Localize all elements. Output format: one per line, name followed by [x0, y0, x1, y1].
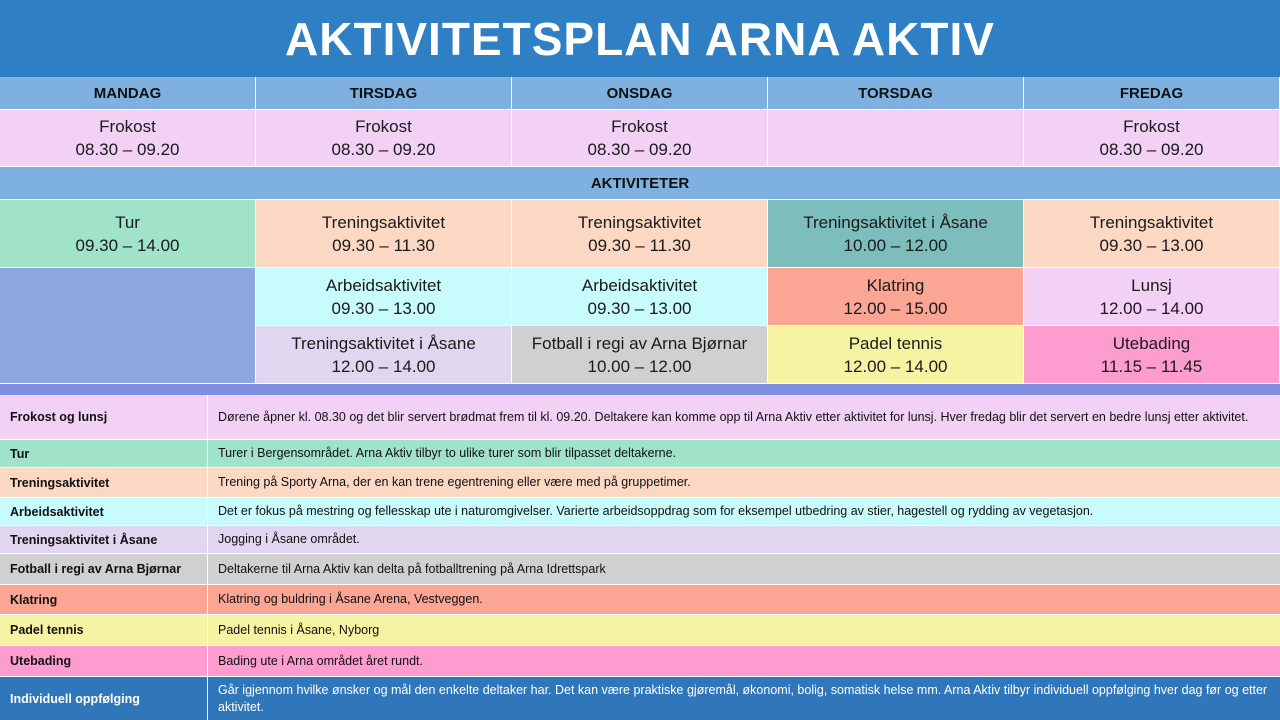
activity-name: Arbeidsaktivitet [325, 275, 442, 295]
activity-cell-friday-1 [1024, 200, 1280, 268]
activity-time: 11.15 – 11.45 [1100, 356, 1203, 376]
legend-key: Frokost og lunsj [0, 395, 208, 439]
activity-name: Fotball i regi av Arna Bjørnar [531, 333, 748, 353]
legend-key: Klatring [0, 585, 208, 614]
activity-name: Tur [115, 212, 140, 232]
section-divider [0, 384, 1280, 395]
legend-description: Trening på Sporty Arna, der en kan trene egentrening eller være med på gruppetimer. [218, 475, 691, 489]
legend-key: Fotball i regi av Arna Bjørnar [0, 554, 208, 584]
breakfast-cell-thursday-empty [768, 110, 1024, 167]
activity-time: 08.30 – 09.20 [1099, 140, 1204, 159]
activity-time: 12.00 – 14.00 [843, 356, 948, 376]
activity-cell-friday-2 [1024, 268, 1280, 326]
activity-cell-wednesday-1 [512, 200, 768, 268]
activity-time: 08.30 – 09.20 [587, 140, 692, 159]
activity-time: 09.30 – 13.00 [331, 298, 436, 318]
breakfast-cell-monday [0, 110, 256, 167]
activity-cell-monday-1 [0, 200, 256, 268]
activity-name: Frokost [355, 117, 412, 136]
breakfast-cell-tuesday [256, 110, 512, 167]
activity-time: 10.00 – 12.00 [587, 356, 692, 376]
activity-name: Treningsaktivitet i Åsane [803, 212, 988, 232]
legend-key: Utebading [0, 646, 208, 676]
activity-name: Klatring [866, 275, 925, 295]
legend-description: Jogging i Åsane området. [218, 532, 360, 546]
legend-description: Bading ute i Arna området året rundt. [218, 653, 423, 668]
day-header-thursday: TORSDAG [768, 77, 1024, 110]
legend-row-tur [0, 440, 1280, 468]
activity-cell-thursday-2 [768, 268, 1024, 326]
activity-name: Frokost [611, 117, 668, 136]
legend-row-fotball [0, 554, 1280, 585]
legend-row-utebading [0, 646, 1280, 677]
legend-row-treningsaktivitet [0, 468, 1280, 498]
activity-time: 08.30 – 09.20 [331, 140, 436, 159]
legend-row-treningsaktivitet-asane [0, 526, 1280, 554]
activity-cell-tuesday-3 [256, 326, 512, 384]
legend-row-klatring [0, 585, 1280, 615]
activity-time: 10.00 – 12.00 [843, 235, 948, 255]
activity-name: Utebading [1112, 333, 1191, 353]
activity-name: Arbeidsaktivitet [581, 275, 698, 295]
legend-key: Treningsaktivitet [0, 468, 208, 497]
activity-cell-thursday-1 [768, 200, 1024, 268]
activity-name: Frokost [99, 117, 156, 136]
activity-name: Padel tennis [848, 333, 943, 353]
legend-key: Individuell oppfølging [0, 677, 208, 720]
activity-time: 12.00 – 14.00 [331, 356, 436, 376]
activity-cell-tuesday-2 [256, 268, 512, 326]
activity-name: Frokost [1123, 117, 1180, 136]
legend-row-frokost [0, 395, 1280, 440]
activity-cell-wednesday-2 [512, 268, 768, 326]
day-header-tuesday: TIRSDAG [256, 77, 512, 110]
day-header-wednesday: ONSDAG [512, 77, 768, 110]
legend-row-individuell-oppfolging [0, 677, 1280, 720]
activity-cell-friday-3 [1024, 326, 1280, 384]
activity-cell-tuesday-1 [256, 200, 512, 268]
legend-key: Tur [0, 440, 208, 467]
legend-key: Padel tennis [0, 615, 208, 645]
activity-time: 09.30 – 11.30 [332, 235, 435, 255]
legend-key: Arbeidsaktivitet [0, 498, 208, 525]
activity-time: 08.30 – 09.20 [75, 140, 180, 159]
activity-time: 09.30 – 14.00 [75, 235, 180, 255]
legend-description: Klatring og buldring i Åsane Arena, Vestveggen. [218, 592, 483, 606]
activity-time: 09.30 – 13.00 [1099, 235, 1204, 255]
legend-description: Dørene åpner kl. 08.30 og det blir servert brødmat frem til kl. 09.20. Deltakere kan komme opp til Arna Aktiv etter aktivitet for lunsj. Hver fredag blir det servert en bedre lunsj etter aktivitet. [218, 409, 1249, 424]
legend-key: Treningsaktivitet i Åsane [0, 526, 208, 553]
legend-description: Padel tennis i Åsane, Nyborg [218, 622, 380, 637]
activity-time: 12.00 – 15.00 [843, 298, 948, 318]
activity-name: Treningsaktivitet i Åsane [291, 333, 476, 353]
breakfast-cell-wednesday [512, 110, 768, 167]
activity-time: 09.30 – 13.00 [587, 298, 692, 318]
activity-cell-monday-empty [0, 268, 256, 384]
legend-row-arbeidsaktivitet [0, 498, 1280, 526]
legend-description: Turer i Bergensområdet. Arna Aktiv tilbyr to ulike turer som blir tilpasset deltakerne. [218, 446, 677, 460]
breakfast-cell-friday [1024, 110, 1280, 167]
legend-description: Deltakerne til Arna Aktiv kan delta på fotballtrening på Arna Idrettspark [218, 561, 606, 576]
activity-name: Treningsaktivitet [321, 212, 446, 232]
legend-row-padel-tennis [0, 615, 1280, 646]
activities-section-header: AKTIVITETER [0, 167, 1280, 200]
day-header-friday: FREDAG [1024, 77, 1280, 110]
activity-cell-wednesday-3 [512, 326, 768, 384]
activity-name: Lunsj [1131, 275, 1172, 295]
activity-name: Treningsaktivitet [1089, 212, 1214, 232]
activity-time: 09.30 – 11.30 [588, 235, 691, 255]
activity-cell-thursday-3 [768, 326, 1024, 384]
legend-description: Det er fokus på mestring og fellesskap ute i naturomgivelser. Varierte arbeidsoppdrag som for eksempel utbedring av stier, hagestell og rydding av vegetasjon. [218, 504, 1094, 518]
activity-time: 12.00 – 14.00 [1099, 298, 1204, 318]
legend-description: Går igjennom hvilke ønsker og mål den enkelte deltaker har. Det kan være praktiske gjøremål, økonomi, bolig, somatisk helse mm. Arna Aktiv tilbyr individuell oppfølging hver dag før og etter aktivitet. [218, 682, 1268, 714]
page-title: AKTIVITETSPLAN ARNA AKTIV [0, 0, 1280, 77]
activity-name: Treningsaktivitet [577, 212, 702, 232]
day-header-monday: MANDAG [0, 77, 256, 110]
